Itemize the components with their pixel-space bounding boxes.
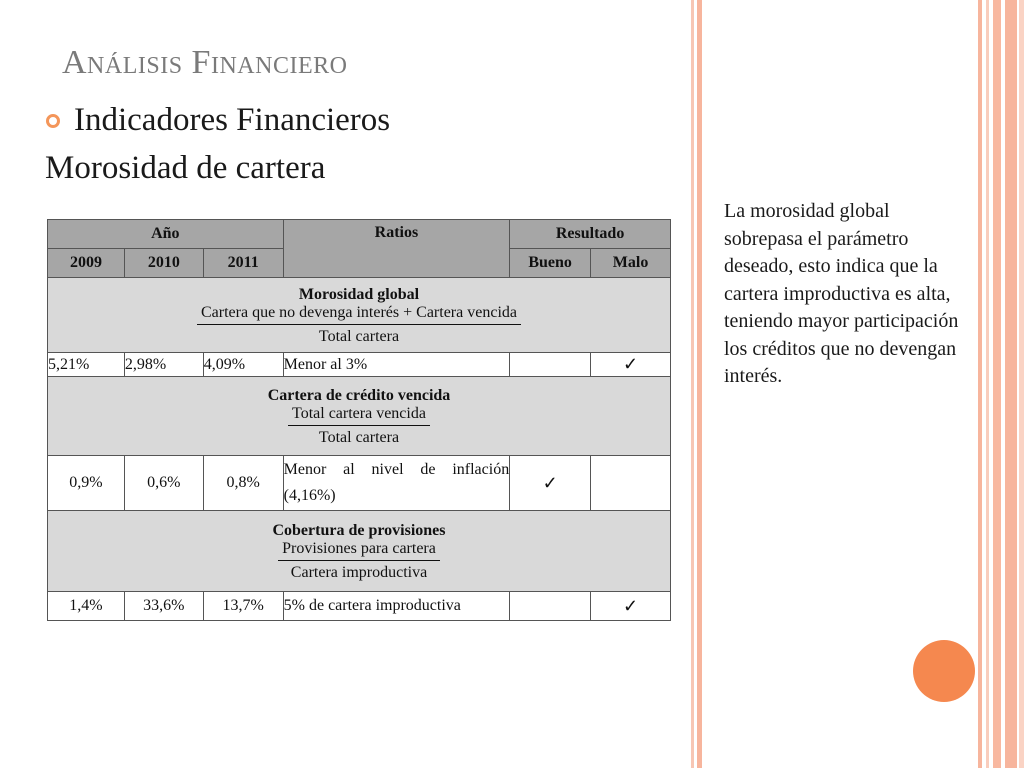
formula-numerator: Total cartera vencida: [292, 405, 426, 422]
section-header-cartera-vencida: [48, 377, 671, 456]
value-2010: 2,98%: [124, 353, 203, 377]
header-bueno: Bueno: [510, 249, 591, 278]
header-ratios: Ratios: [283, 220, 510, 278]
result-bueno: [510, 592, 591, 621]
section-title: Cartera de crédito vencida: [267, 387, 451, 404]
side-note: La morosidad global sobrepasa el parámetro deseado, esto indica que la cartera improductiva es alta, teniendo mayor participación los créditos que no devengan interés.: [724, 200, 959, 387]
header-year-2011: 2011: [203, 249, 283, 278]
formula: [288, 405, 430, 449]
result-malo-check: ✓: [591, 592, 671, 621]
ratio-text: Menor al nivel de inflación (4,16%): [283, 456, 510, 511]
ratio-text: Menor al 3%: [283, 353, 510, 377]
value-2011: 0,8%: [203, 456, 283, 511]
value-2009: 1,4%: [48, 592, 125, 621]
circle-bullet-icon: [46, 114, 60, 128]
decor-circle: [913, 640, 975, 702]
slide-subtitle: Morosidad de cartera: [45, 150, 326, 186]
ratio-text: 5% de cartera improductiva: [283, 592, 510, 621]
value-2010: 0,6%: [124, 456, 203, 511]
decor-stripe-6: [1005, 0, 1017, 768]
value-2009: 5,21%: [48, 353, 125, 377]
formula: [197, 304, 521, 348]
formula-denominator: Total cartera: [197, 324, 521, 348]
header-result: Resultado: [510, 220, 671, 249]
section-header-cobertura: [48, 511, 671, 592]
formula-denominator: Cartera improductiva: [278, 560, 440, 584]
result-bueno-check: ✓: [510, 456, 591, 511]
value-2011: 13,7%: [203, 592, 283, 621]
formula: [278, 540, 440, 584]
result-malo: [591, 456, 671, 511]
bullet-item: [46, 102, 390, 139]
result-malo-check: ✓: [591, 353, 671, 377]
result-bueno: [510, 353, 591, 377]
value-2009: 0,9%: [48, 456, 125, 511]
decor-stripe-7: [1019, 0, 1024, 768]
value-2011: 4,09%: [203, 353, 283, 377]
section-title: Morosidad global: [298, 286, 420, 303]
slide-title: Análisis Financiero: [62, 44, 348, 81]
decor-stripe-4: [986, 0, 989, 768]
formula-numerator: Provisiones para cartera: [282, 540, 436, 557]
decor-stripe-2: [697, 0, 702, 768]
formula-numerator: Cartera que no devenga interés + Cartera vencida: [201, 304, 517, 321]
header-year-2010: 2010: [124, 249, 203, 278]
decor-stripe-1: [691, 0, 694, 768]
section-header-morosidad: [48, 278, 671, 353]
decor-stripe-5: [993, 0, 1001, 768]
header-malo: Malo: [591, 249, 671, 278]
decor-stripe-3: [978, 0, 982, 768]
header-year: Año: [48, 220, 284, 249]
bullet-text: Indicadores Financieros: [74, 102, 391, 138]
formula-denominator: Total cartera: [288, 425, 430, 449]
ratios-table: [47, 219, 671, 621]
section-title: Cobertura de provisiones: [272, 522, 446, 539]
value-2010: 33,6%: [124, 592, 203, 621]
header-year-2009: 2009: [48, 249, 125, 278]
